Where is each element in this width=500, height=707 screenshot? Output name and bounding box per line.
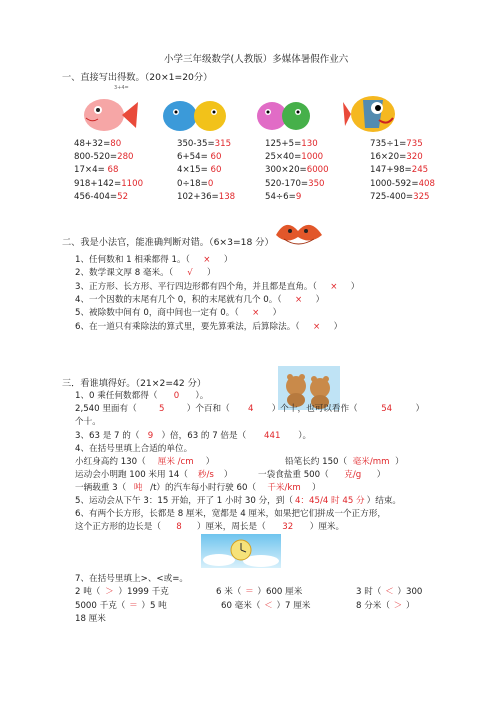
arithmetic-question: 54÷6= (265, 191, 296, 202)
arithmetic-answer: 245 (411, 165, 429, 176)
fill-item-1: 1、0 乘任何数都得（ 0 ）。 (75, 391, 209, 401)
compare-item-1: 2 吨（ ＞ ）1999 千克 (75, 587, 169, 597)
arithmetic-question: 918+142= (74, 178, 122, 189)
fill-item-2-cont: 个十。 (75, 417, 101, 427)
arithmetic-answer: 60 (210, 165, 222, 176)
arithmetic-item (370, 180, 435, 190)
judge-item: 2、数学课文厚 8 毫米。（ √ ） (75, 268, 216, 279)
unit-item-height: 小红身高约 130（ 厘米 /cm ） (75, 457, 215, 467)
answer: 克/g (344, 470, 362, 480)
compare-item-6-cont: 18 厘米 (75, 614, 106, 624)
answer: 厘米 /cm (157, 457, 194, 467)
arithmetic-question: 300×20= (265, 165, 307, 176)
arithmetic-answer: 1100 (121, 178, 144, 189)
arithmetic-answer: 280 (117, 152, 134, 163)
fish-caption: 3+4= (114, 85, 129, 91)
arithmetic-answer: 325 (413, 191, 430, 202)
arithmetic-question: 25×40= (265, 152, 302, 163)
answer: 9 (147, 431, 154, 441)
arithmetic-question: 4×15= (177, 165, 211, 176)
fill-item-3: 3、63 是 7 的（ 9 ）倍，63 的 7 倍是（ 441 ）。 (75, 431, 312, 441)
unit-item-salt: 一袋食盐重 500（ 克/g ） (258, 470, 386, 480)
arithmetic-question: 0÷18= (177, 178, 208, 189)
judge-mark: × (203, 255, 211, 265)
arithmetic-answer: 130 (301, 139, 318, 149)
arithmetic-answer: 408 (418, 178, 435, 189)
arithmetic-answer: 80 (110, 139, 122, 149)
arithmetic-item (74, 193, 128, 203)
arithmetic-answer: 0 (207, 178, 214, 189)
arithmetic-question: 800-520= (74, 152, 118, 163)
arithmetic-answer: 60 (210, 152, 222, 163)
arithmetic-answer: 68 (107, 165, 119, 176)
section2-heading: 二、我是小法官，能准确判断对错。（6×3=18 分） (62, 237, 274, 248)
compare-item-5: 60 毫米（ ＜ ）7 厘米 (221, 601, 311, 611)
arithmetic-item (370, 193, 430, 203)
arithmetic-question: 125+5= (265, 139, 302, 149)
arithmetic-answer: 52 (117, 191, 129, 202)
answer: 0 (173, 391, 180, 401)
answer: ＜ (264, 601, 273, 611)
fill-item-2: 2,540 里面有（ 5 ）个百和（ 4 ）个十，也可以看作（ 54 ） (75, 404, 425, 414)
unit-item-run: 运动会小明跑 100 米用 14（ 秒/s ） (75, 470, 233, 480)
arithmetic-item (265, 193, 301, 203)
arithmetic-item (177, 166, 221, 176)
arithmetic-item (177, 140, 231, 150)
fish-illustration-2 (160, 92, 235, 138)
answer: 32 (282, 522, 294, 532)
arithmetic-question: 16×20= (370, 152, 407, 163)
compare-item-4: 5000 千克（ ＝ ）5 吨 (75, 601, 167, 611)
arithmetic-item (177, 193, 235, 203)
answer: ＝ (245, 587, 254, 597)
arithmetic-answer: 315 (214, 139, 232, 149)
answer: 千米/km (267, 483, 301, 493)
answer: 秒/s (197, 470, 214, 480)
answer: 4：45/4 时 45 分 (294, 496, 365, 506)
judge-item: 4、一个因数的末尾有几个 0，积的末尾就有几个 0。（ × ） (75, 294, 325, 305)
answer: 441 (264, 431, 281, 441)
compare-item-3: 3 时（ ＜ ）300 (356, 587, 423, 597)
arithmetic-answer: 1000 (301, 152, 324, 163)
arithmetic-question: 520-170= (265, 178, 309, 189)
page-title: 小学三年级数学(人教版）多媒体暑假作业六 (164, 54, 349, 65)
compare-item-6: 8 分米（ ＞ ） (356, 601, 415, 611)
arithmetic-question: 102+36= (177, 191, 219, 202)
arithmetic-answer: 735 (406, 139, 423, 149)
arithmetic-item (265, 180, 325, 190)
answer: ＞ (393, 601, 403, 611)
fill-item-5: 5、运动会从下午 3：15 开始，开了 1 小时 30 分，到（ 4：45/4 时 45 分 ）结束。 (75, 496, 402, 506)
fish-illustration-3 (254, 94, 314, 138)
arithmetic-question: 456-404= (74, 191, 118, 202)
arithmetic-question: 147+98= (370, 165, 412, 176)
judge-mark: × (295, 294, 303, 305)
arithmetic-answer: 6000 (306, 165, 329, 176)
section1-heading: 一、直接写出得数。（20×1=20分） (62, 72, 213, 83)
judge-item: 1、任何数和 1 相乘都得 1。（ × ） (75, 255, 233, 265)
fish-illustration-4 (343, 88, 405, 140)
answer: ＜ (385, 587, 394, 597)
arithmetic-item (265, 140, 318, 150)
arithmetic-answer: 350 (308, 178, 325, 189)
answer: 8 (176, 522, 182, 532)
arithmetic-question: 350-35= (177, 139, 215, 149)
arithmetic-item (74, 140, 121, 150)
judge-mark: × (252, 308, 260, 319)
answer: 5 (158, 404, 165, 414)
arithmetic-item (370, 166, 428, 176)
bird-illustration (272, 215, 326, 249)
section3-heading: 三．看谁填得好。（21×2=42 分） (62, 378, 207, 389)
compare-item-2: 6 米（ ＝ ）600 厘米 (216, 587, 303, 597)
fill-item-4: 4、在括号里填上合适的单位。 (75, 444, 193, 454)
clock-illustration (201, 534, 281, 568)
answer: 4 (247, 404, 254, 414)
arithmetic-item (74, 166, 118, 176)
judge-item: 5、被除数中间有 0，商中间也一定有 0。（ × ） (75, 308, 282, 319)
arithmetic-question: 48+32= (74, 139, 111, 149)
arithmetic-item (74, 153, 134, 163)
fish-illustration-1 (74, 85, 154, 138)
arithmetic-item (265, 153, 323, 163)
arithmetic-item (370, 153, 423, 163)
fill-item-6-cont: 这个正方形的边长是（ 8 ）厘米，周长是（ 32 ）厘米。 (75, 522, 345, 532)
arithmetic-item (177, 153, 221, 163)
judge-mark: × (313, 321, 321, 332)
answer: 吨 (133, 483, 143, 493)
judge-mark: √ (187, 268, 193, 279)
arithmetic-question: 17×4= (74, 165, 108, 176)
arithmetic-item (74, 180, 143, 190)
arithmetic-item (177, 180, 213, 190)
arithmetic-question: 735÷1= (370, 139, 407, 149)
arithmetic-answer: 320 (406, 152, 423, 163)
arithmetic-question: 1000-592= (370, 178, 419, 189)
fill-item-7: 7、在括号里填上>、<或=。 (75, 574, 189, 584)
fill-item-6: 6、有两个长方形，长都是 8 厘米，宽都是 4 厘米，如果把它们拼成一个正方形， (75, 509, 386, 519)
answer: 54 (381, 404, 393, 414)
answer: ＞ (105, 587, 114, 597)
judge-item: 3、正方形、长方形、平行四边形都有四个角，并且都是直角。（ × ） (75, 281, 360, 292)
arithmetic-answer: 138 (218, 191, 236, 202)
unit-item-truck: 一辆载重 3（ 吨 /t）的汽车每小时行驶 60（ 千米/km ） (75, 483, 321, 493)
arithmetic-question: 6+54= (177, 152, 211, 163)
unit-item-pencil: 铅笔长约 150（ 毫米/mm ） (285, 457, 404, 467)
arithmetic-item (370, 140, 423, 150)
judge-mark: × (330, 281, 338, 292)
judge-item: 6、在一道只有乘除法的算式里，要先算乘法，后算除法。（ × ） (75, 321, 343, 332)
answer: 毫米/mm (352, 457, 390, 467)
answer: ＝ (129, 601, 138, 611)
arithmetic-item (265, 166, 329, 176)
arithmetic-question: 725-400= (370, 191, 414, 202)
arithmetic-answer: 9 (295, 191, 302, 202)
